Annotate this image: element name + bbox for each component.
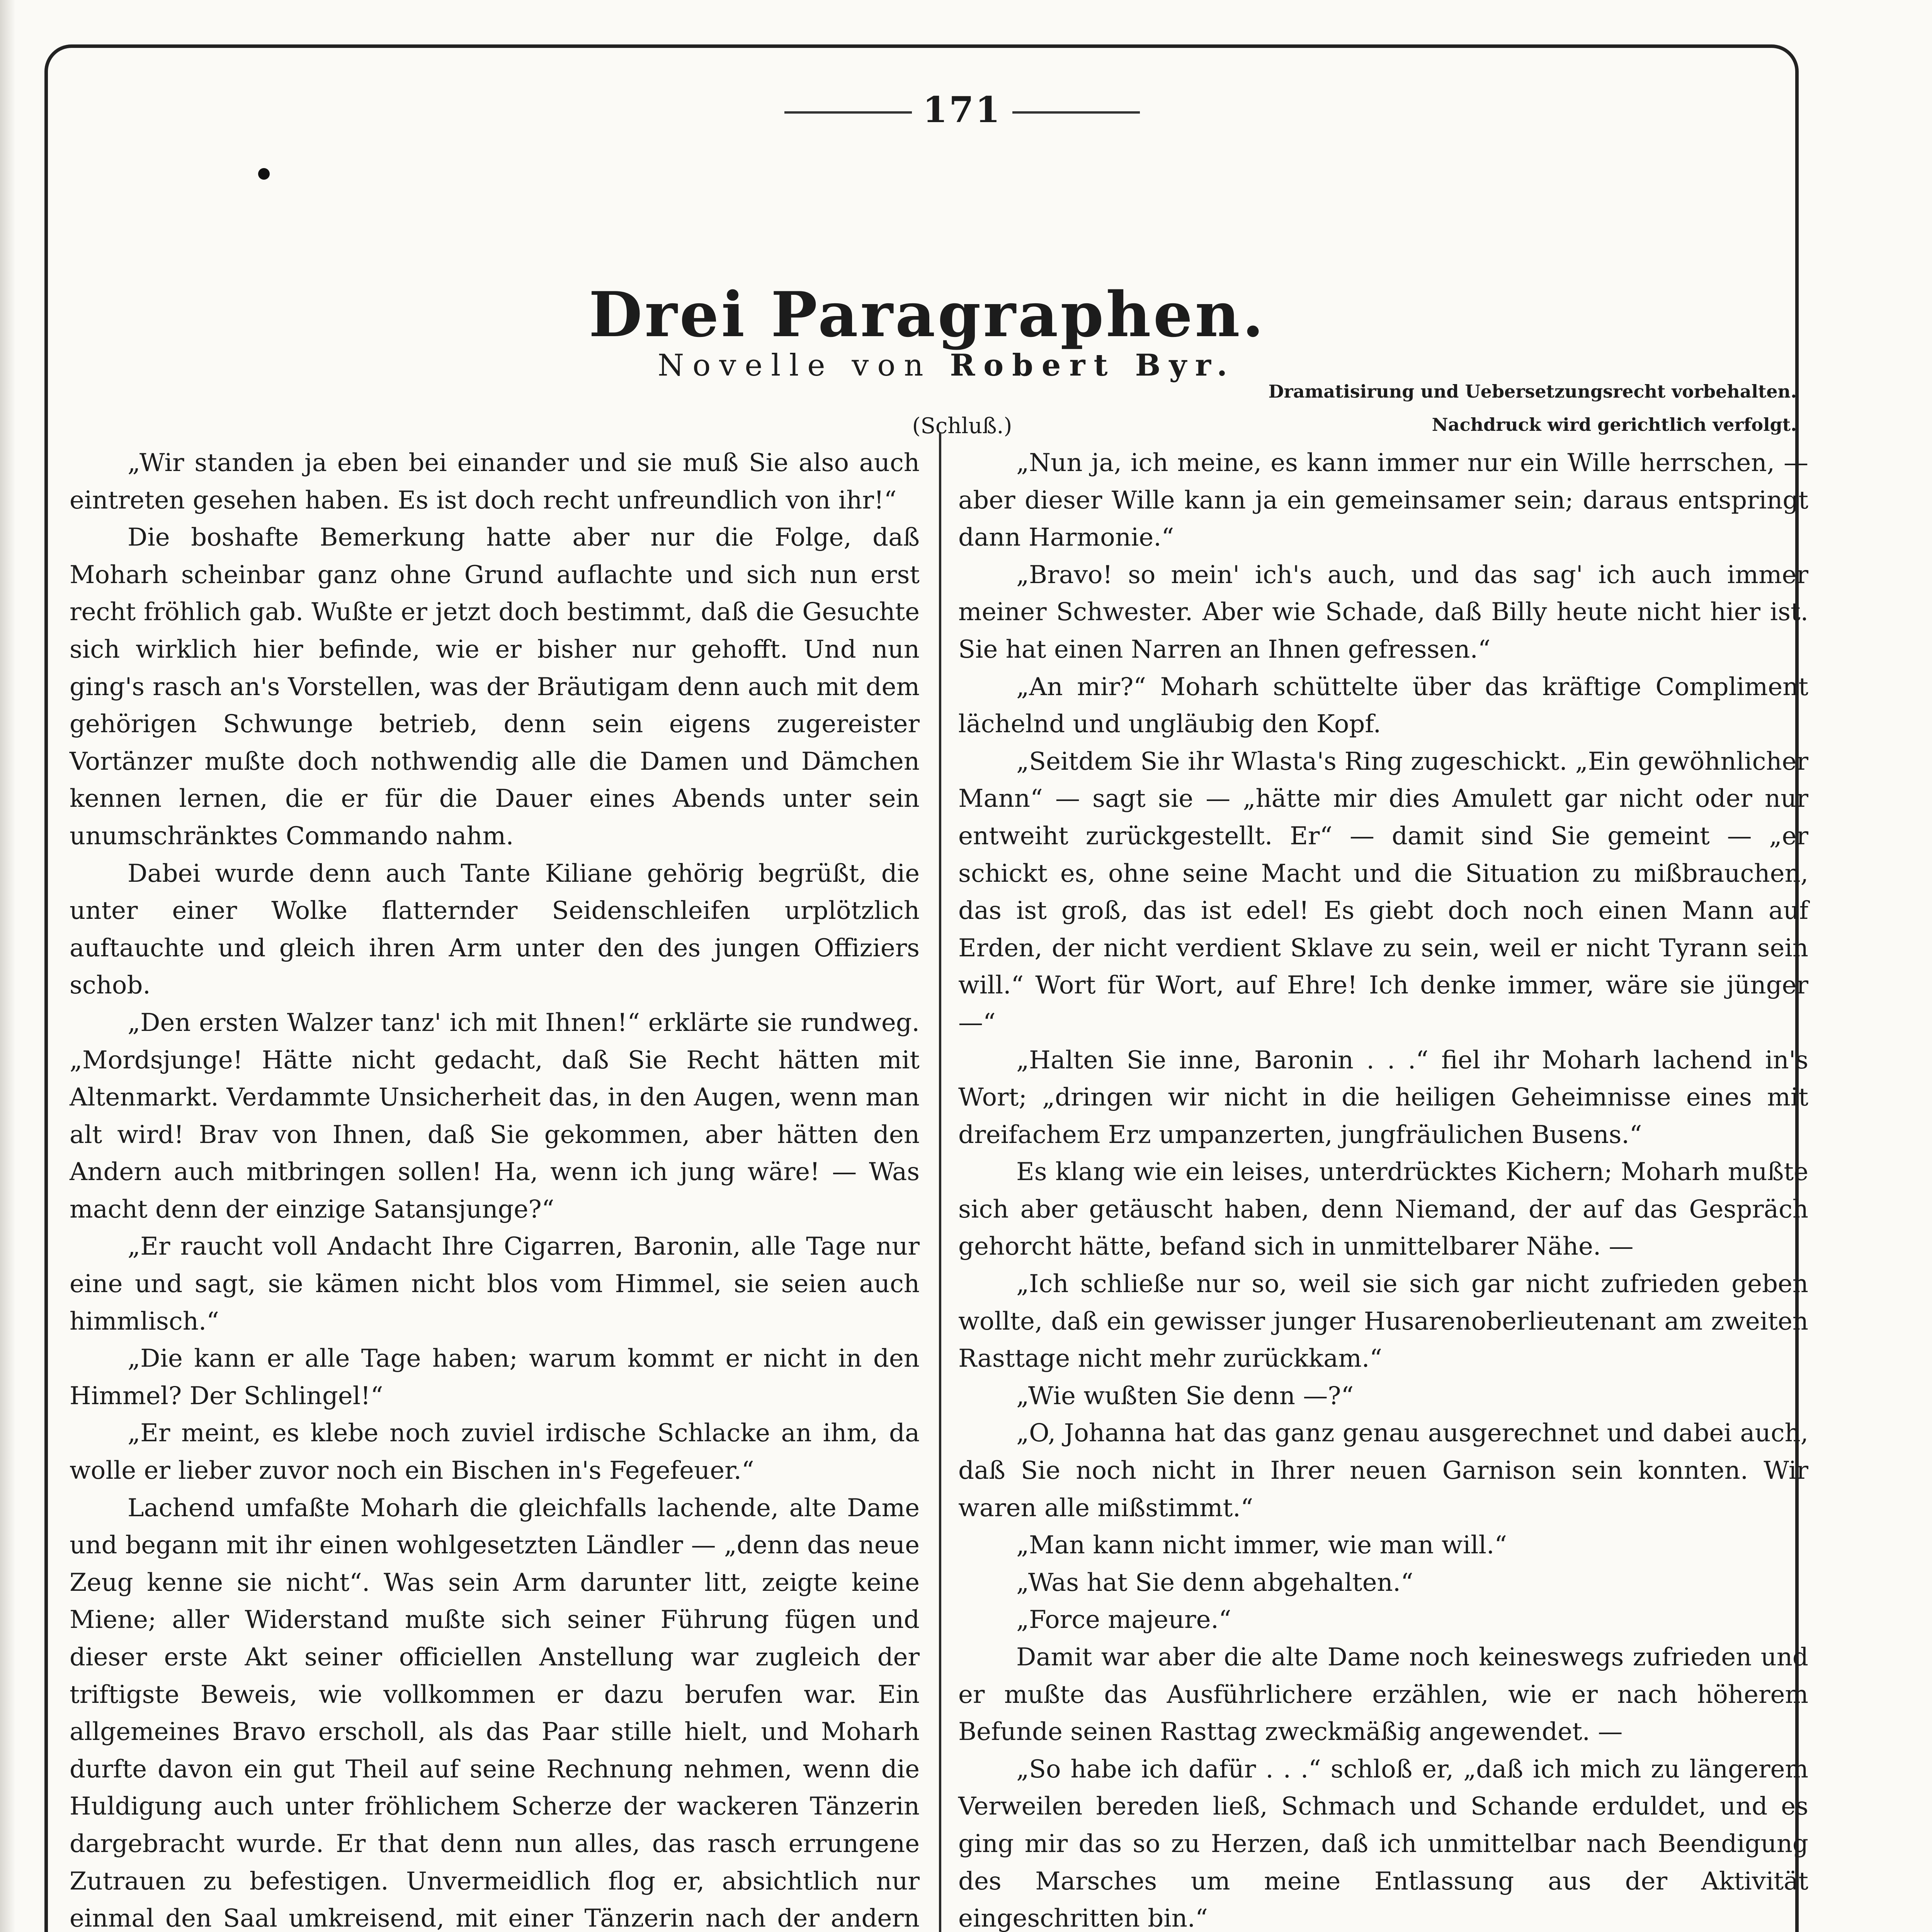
scan-edge <box>0 0 15 1932</box>
paragraph: Die boshafte Bemerkung hatte aber nur die Folge, daß Moharh scheinbar ganz ohne Grund auflachte und sich nun erst recht fröhlich gab. Wußte er jetzt doch bestimmt, daß die Gesuchte sich wirklich hier befinde, wie er bisher nur gehofft. Und nun ging's rasch an's Vorstellen, was der Bräutigam denn auch mit dem gehörigen Schwunge betrieb, denn sein eigens zugereister Vortänzer mußte doch nothwendig alle die Damen und Dämchen kennen lernen, die er für die Dauer eines Abends unter sein unumschränktes Commando nahm. <box>70 523 920 850</box>
paragraph: Es klang wie ein leises, unterdrücktes Kichern; Moharh mußte sich aber getäuscht haben, denn Niemand, der auf das Gespräch gehorcht hätte, befand sich in unmittelbarer Nähe. — <box>958 1158 1808 1261</box>
paragraph: „Seitdem Sie ihr Wlasta's Ring zugeschickt. „Ein gewöhnlicher Mann“ — sagt sie — „hätte mir dies Amulett gar nicht oder nur entweiht zurückgestellt. Er“ — damit sind Sie gemeint — „er schickt es, ohne seine Macht und die Situation zu mißbrauchen, das ist groß, das ist edel! Es giebt doch noch einen Mann auf Erden, der nicht verdient Sklave zu sein, weil er nicht Tyrann sein will.“ Wort für Wort, auf Ehre! Ich denke immer, wäre sie jünger —“ <box>958 747 1808 1037</box>
paragraph: „So habe ich dafür . . .“ schloß er, „daß ich mich zu längerem Verweilen bereden ließ, Schmach und Schande erduldet, und es ging mir das so zu Herzen, daß ich unmittelbar nach Beendigung des Marsches um meine Entlassung aus der Aktivität eingeschritten bin.“ <box>958 1755 1808 1932</box>
paragraph: „Halten Sie inne, Baronin . . .“ fiel ihr Moharh lachend in's Wort; „dringen wir nicht in die heiligen Geheimnisse eines mit dreifachem Erz umpanzerten, jungfräulichen Busens.“ <box>958 1046 1808 1149</box>
article-title: Drei Paragraphen. <box>588 278 1266 351</box>
paragraph: „Den ersten Walzer tanz' ich mit Ihnen!“ erklärte sie rundweg. „Mordsjunge! Hätte nicht gedacht, daß Sie Recht hätten mit Altenmarkt. Verdammte Unsicherheit das, in den Augen, wenn man alt wird! Brav von Ihnen, daß Sie gekommen, aber hätten den Andern auch mitbringen sollen! Ha, wenn ich jung wäre! — Was macht denn der einzige Satansjunge?“ <box>70 1008 920 1224</box>
rights-line-2: Nachdruck wird gerichtlich verfolgt. <box>1432 414 1797 435</box>
right-column <box>958 444 1808 1932</box>
column-divider <box>939 433 941 1932</box>
subtitle-prefix: Novelle von <box>658 348 932 383</box>
paragraph: „Man kann nicht immer, wie man will.“ <box>1016 1531 1507 1560</box>
installment-label: (Schluß.) <box>912 413 1012 439</box>
paragraph: „An mir?“ Moharh schüttelte über das kräftige Compliment lächelnd und ungläubig den Kopf. <box>958 672 1808 739</box>
paragraph: Damit war aber die alte Dame noch keineswegs zufrieden und er mußte das Ausführlichere erzählen, wie er nach höherem Befunde seinen Rasttag zweckmäßig angewendet. — <box>958 1643 1808 1747</box>
paragraph: „Die kann er alle Tage haben; warum kommt er nicht in den Himmel? Der Schlingel!“ <box>70 1344 920 1410</box>
paragraph: „O, Johanna hat das ganz genau ausgerechnet und dabei auch, daß Sie noch nicht in Ihrer neuen Garnison sein konnten. Wir waren alle mißstimmt.“ <box>958 1419 1808 1522</box>
rights-line-1: Dramatisirung und Uebersetzungsrecht vorbehalten. <box>1268 381 1797 402</box>
paragraph: „Wie wußten Sie denn —?“ <box>1016 1381 1354 1410</box>
paragraph: „Wir standen ja eben bei einander und sie muß Sie also auch eintreten gesehen haben. Es ist doch recht unfreundlich von ihr!“ <box>70 449 920 515</box>
paragraph: „Was hat Sie denn abgehalten.“ <box>1016 1568 1413 1597</box>
paragraph: „Er meint, es klebe noch zuviel irdische Schlacke an ihm, da wolle er lieber zuvor noch ein Bischen in's Fegefeuer.“ <box>70 1419 920 1485</box>
paragraph: „Nun ja, ich meine, es kann immer nur ein Wille herrschen, — aber dieser Wille kann ja ein gemeinsamer sein; daraus entspringt dann Harmonie.“ <box>958 449 1808 552</box>
paragraph: „Force majeure.“ <box>1016 1605 1231 1634</box>
page-number: 171 <box>769 89 1155 131</box>
author-name: Robert Byr. <box>950 348 1236 383</box>
article-subtitle <box>657 348 1236 383</box>
paragraph: Lachend umfaßte Moharh die gleichfalls lachende, alte Dame und begann mit ihr einen wohlgesetzten Ländler — „denn das neue Zeug kenne sie nicht“. Was sein Arm darunter litt, zeigte keine Miene; aller Widerstand mußte sich seiner Führung fügen und dieser erste Akt seiner officiellen Anstellung war zugleich der triftigste Beweis, wie vollkommen er dazu berufen war. Ein allgemeines Bravo erscholl, als das Paar stille hielt, und Moharh durfte davon ein gut Theil auf seine Rechnung nehmen, wenn die Huldigung auch unter fröhlichem Scherze der wackeren Tänzerin dargebracht wurde. Er that denn nun alles, das rasch errungene Zutrauen zu befestigen. Unvermeidlich flog er, absichtlich nur einmal den Saal umkreisend, mit einer Tänzerin nach der andern <box>70 1493 920 1932</box>
paragraph: „Ich schließe nur so, weil sie sich gar nicht zufrieden geben wollte, daß ein gewisser junger Husarenoberlieutenant am zweiten Rasttage nicht mehr zurückkam.“ <box>958 1270 1808 1373</box>
paragraph: „Bravo! so mein' ich's auch, und das sag' ich auch immer meiner Schwester. Aber wie Schade, daß Billy heute nicht hier ist. Sie hat einen Narren an Ihnen gefressen.“ <box>958 560 1808 664</box>
left-column <box>70 444 920 1932</box>
rights-notice <box>1248 375 1797 441</box>
paragraph: Dabei wurde denn auch Tante Kiliane gehörig begrüßt, die unter einer Wolke flatternder Seidenschleifen urplötzlich auftauchte und gleich ihren Arm unter den des jungen Offiziers schob. <box>70 859 920 1000</box>
paragraph: „Er raucht voll Andacht Ihre Cigarren, Baronin, alle Tage nur eine und sagt, sie kämen nicht blos vom Himmel, sie seien auch himmlisch.“ <box>70 1232 920 1336</box>
ink-dot <box>258 168 270 180</box>
